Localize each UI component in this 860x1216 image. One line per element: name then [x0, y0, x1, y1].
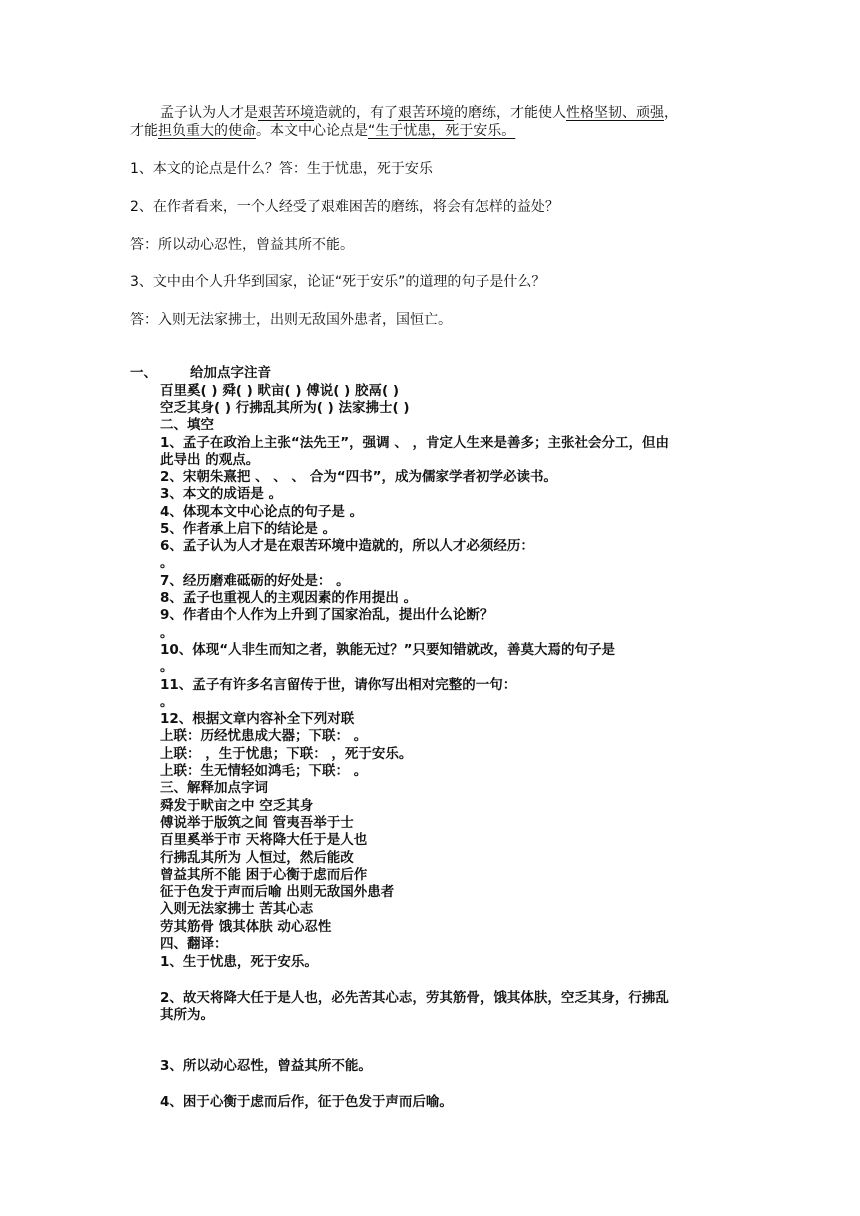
- exercise-line: 傅说举于版筑之间 管夷吾举于士: [160, 815, 354, 831]
- intro-seg: 性格坚韧、顽强: [566, 105, 664, 121]
- intro-line-2: [130, 122, 515, 140]
- exercise-line: 。: [160, 555, 174, 571]
- exercise-line: 百里奚( ) 舜( ) 畎亩( ) 傅说( ) 胶鬲( ): [160, 383, 399, 399]
- intro-seg: ，: [664, 105, 678, 121]
- exercise-line: 行拂乱其所为 人恒过，然后能改: [160, 850, 354, 866]
- intro-seg: 艰苦环境: [398, 105, 454, 121]
- intro-seg: 担负重大的使命: [158, 123, 256, 139]
- exercise-line: 上联： ，生于忧患；下联： ，死于安乐。: [160, 746, 413, 762]
- exercise-line: 上联：历经忧患成大器；下联： 。: [160, 728, 368, 744]
- exercise-line: 5、作者承上启下的结论是 。: [160, 521, 337, 537]
- exercise-line: 。: [160, 694, 174, 710]
- exercise-line: 征于色发于声而后喻 出则无敌国外患者: [160, 884, 395, 900]
- translation-4: 4、困于心衡于虑而后作，征于色发于声而后喻。: [160, 1094, 453, 1110]
- exercise-line: 2、宋朝朱熹把 、 、 、 合为“四书”，成为儒家学者初学必读书。: [160, 469, 557, 485]
- exercise-line: 曾益其所不能 困于心衡于虑而后作: [160, 867, 368, 883]
- exercise-line: 12、根据文章内容补全下列对联: [160, 711, 355, 727]
- exercise-line: 上联：生无情轻如鸿毛；下联： 。: [160, 763, 368, 779]
- exercise-line: 。: [160, 659, 174, 675]
- qa-line: 2、在作者看来，一个人经受了艰难困苦的磨练，将会有怎样的益处？: [130, 199, 559, 215]
- translation-2-line-1: 2、故天将降大任于是人也，必先苦其心志，劳其筋骨，饿其体肤，空乏其身，行拂乱: [160, 990, 669, 1006]
- exercise-line: 。: [160, 625, 174, 641]
- intro-seg: 造就的，有了: [314, 105, 398, 121]
- exercise-line: 1、生于忧患，死于安乐。: [160, 954, 318, 970]
- exercise-line: 11、孟子有许多名言留传于世，请你写出相对完整的一句：: [160, 677, 517, 693]
- intro-seg: 才能: [130, 123, 158, 139]
- exercise-line: 此导出 的观点。: [160, 452, 260, 468]
- exercise-line: 1、孟子在政治上主张“法先王”，强调 、 ，肯定人生来是善多；主张社会分工，但由: [160, 435, 670, 451]
- exercise-line: 空乏其身( ) 行拂乱其所为( ) 法家拂士( ): [160, 400, 410, 416]
- section-1-title: 给加点字注音: [190, 365, 271, 381]
- intro-seg: “生于忧患，死于安乐。: [368, 123, 516, 139]
- intro-seg: 的磨练，才能使人: [454, 105, 566, 121]
- qa-line: 答：所以动心忍性，曾益其所不能。: [130, 237, 354, 253]
- exercise-line: 10、体现“人非生而知之者，孰能无过？”只要知错就改，善莫大焉的句子是: [160, 642, 616, 658]
- qa-line: 3、文中由个人升华到国家，论证“死于安乐”的道理的句子是什么？: [130, 274, 546, 290]
- translation-3: 3、所以动心忍性，曾益其所不能。: [160, 1058, 372, 1074]
- intro-seg: 孟子认为人才是: [160, 105, 258, 121]
- exercise-line: 三、解释加点字词: [160, 780, 268, 796]
- section-1-number: 一、: [130, 365, 157, 381]
- intro-seg: 艰苦环境: [258, 105, 314, 121]
- exercise-line: 劳其筋骨 饿其体肤 动心忍性: [160, 919, 332, 935]
- exercise-line: 二、填空: [160, 417, 214, 433]
- intro-seg: 。本文中心论点是: [256, 123, 368, 139]
- exercise-line: 四、翻译：: [160, 936, 228, 952]
- exercise-line: 入则无法家拂士 苦其心志: [160, 901, 314, 917]
- intro-line-1: [160, 104, 678, 122]
- exercise-line: 4、体现本文中心论点的句子是 。: [160, 504, 364, 520]
- exercise-line: 百里奚举于市 天将降大任于是人也: [160, 832, 368, 848]
- exercise-line: 8、孟子也重视人的主观因素的作用提出 。: [160, 590, 418, 606]
- translation-2-line-2: 其所为。: [160, 1007, 214, 1023]
- exercise-line: 6、孟子认为人才是在艰苦环境中造就的，所以人才必须经历：: [160, 538, 534, 554]
- exercise-line: 9、作者由个人作为上升到了国家治乱，提出什么论断？: [160, 607, 494, 623]
- qa-line: 1、本文的论点是什么？答：生于忧患，死于安乐: [130, 161, 433, 177]
- qa-line: 答：入则无法家拂士，出则无敌国外患者，国恒亡。: [130, 312, 452, 328]
- exercise-line: 3、本文的成语是 。: [160, 486, 283, 502]
- exercise-line: 舜发于畎亩之中 空乏其身: [160, 798, 314, 814]
- exercise-line: 7、经历磨难砥砺的好处是： 。: [160, 573, 350, 589]
